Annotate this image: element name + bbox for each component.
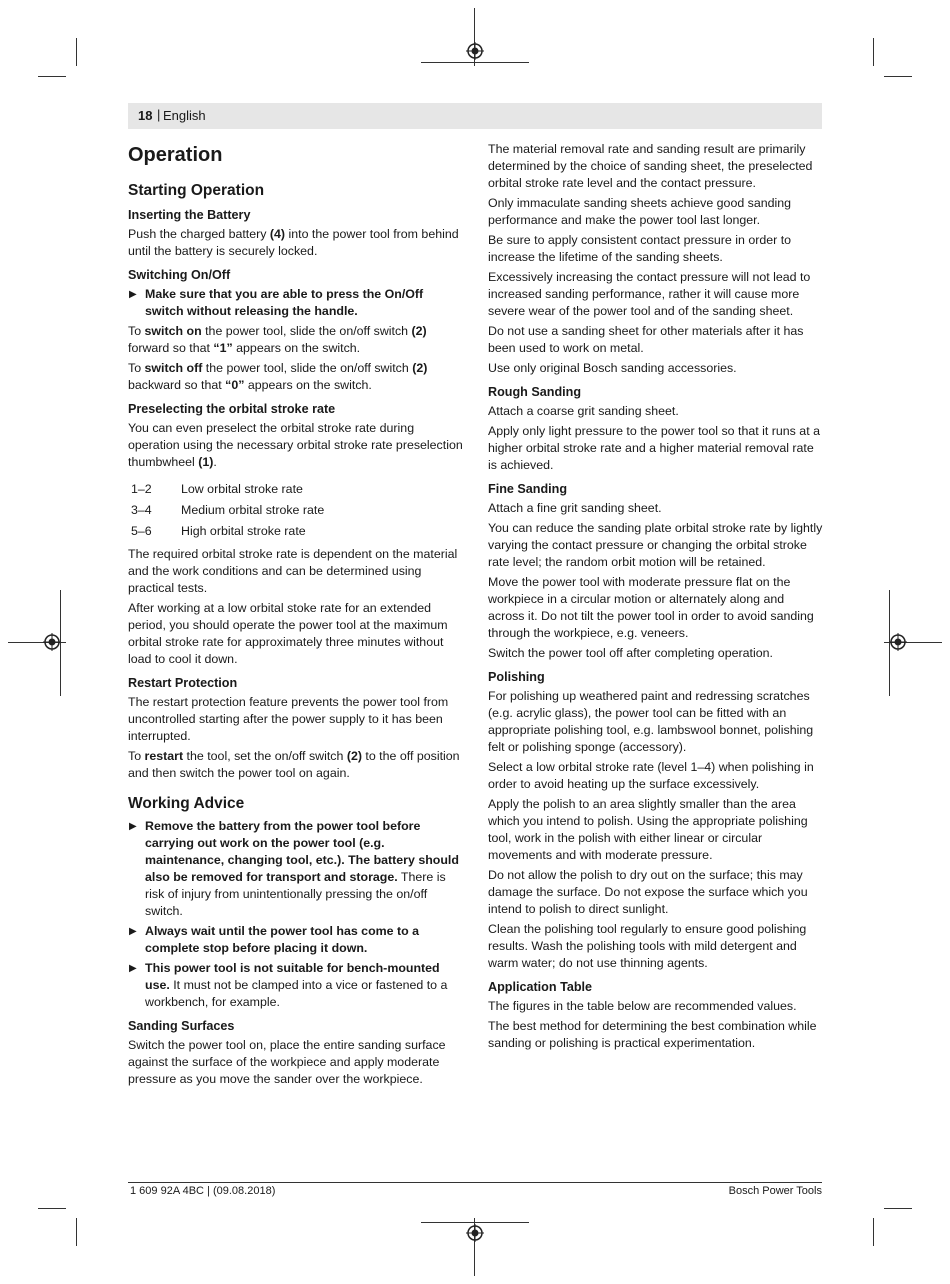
crop-mark [884,1208,912,1209]
warning-bullet: ▶ Remove the battery from the power tool before carrying out work on the power tool (e.g. maintenance, changing tool, etc.). The battery should also be removed for transport and storage. There is risk of injury from unintentionally pressing the on/off switch. [129,819,459,918]
paragraph: You can even preselect the orbital stroke rate during operation using the necessary orbital stroke rate preselection thumbwheel (1). [128,421,463,469]
crop-mark [873,38,874,66]
section-heading-working: Working Advice [128,795,245,812]
paragraph: Excessively increasing the contact pressure will not lead to increased sanding performance, rather it will cause more severe wear of the power tool and of the sanding sheet. [488,270,811,318]
section-intro [488,141,824,377]
section-polishing [488,669,824,972]
rate-label: Medium orbital stroke rate [181,503,325,517]
registration-target-icon [466,1224,484,1242]
registration-line [421,1222,529,1223]
paragraph: Move the power tool with moderate pressure flat on the workpiece in a circular motion or alternately along and across it. Do not tilt the power tool in order to avoid sanding through the workpiece, e.g. veneers. [488,575,814,640]
section-sanding-surfaces [128,1018,464,1088]
triangle-bullet-icon: ▶ [129,926,137,937]
crop-mark [873,1218,874,1246]
registration-target-icon [889,633,907,651]
paragraph: Apply the polish to an area slightly smaller than the area which you intend to polish. Using the appropriate polishing tool, work in the polish with either linear or circular movements and with moderate pressure. [488,797,808,862]
paragraph: Use only original Bosch sanding accessories. [488,361,737,375]
table-row [128,481,324,502]
table-row [128,502,324,523]
paragraph: The required orbital stroke rate is dependent on the material and the work conditions and can be determined using practical tests. [128,547,458,595]
paragraph: Do not allow the polish to dry out on the surface; this may damage the surface. Do not expose the surface which you intend to polish to direct sunlight. [488,868,808,916]
page-header [128,103,822,129]
warning-bullet: ▶ Make sure that you are able to press the On/Off switch without releasing the handle. [129,287,424,318]
paragraph: Attach a fine grit sanding sheet. [488,501,662,515]
crop-mark [38,76,66,77]
section-preselect [128,401,464,668]
section-heading-starting: Starting Operation [128,182,265,199]
crop-mark [38,1208,66,1209]
footer-brand: Bosch Power Tools [728,1185,822,1197]
paragraph: Do not use a sanding sheet for other materials after it has been used to work on metal. [488,324,804,355]
rate-range: 1–2 [131,482,152,496]
crop-mark [884,76,912,77]
paragraph: Switch the power tool on, place the entire sanding surface against the surface of the workpiece and apply moderate pressure as you move the sander over the workpiece. [128,1038,446,1086]
paragraph: After working at a low orbital stoke rate for an extended period, you should operate the power tool at the maximum orbital stroke rate for approximately three minutes without load to cool it down. [128,601,448,666]
rate-range: 5–6 [131,524,152,538]
rate-range: 3–4 [131,503,152,517]
left-column [128,141,464,1095]
section-restart [128,675,464,782]
registration-line [421,62,529,63]
footer-document-id: 1 609 92A 4BC | (09.08.2018) [130,1185,276,1197]
triangle-bullet-icon: ▶ [129,963,137,974]
paragraph: To restart the tool, set the on/off switch (2) to the off position and then switch the power tool on again. [128,749,460,780]
page-number: 18 [138,108,153,123]
registration-target-icon [466,42,484,60]
subheading-switching: Switching On/Off [128,268,231,282]
paragraph: The figures in the table below are recommended values. [488,999,797,1013]
table-row [128,523,324,544]
section-application-table [488,979,824,1052]
paragraph: Clean the polishing tool regularly to ensure good polishing results. Wash the polishing tools with mild detergent and warm water; do not use thinning agents. [488,922,807,970]
subheading-rough-sanding: Rough Sanding [488,385,582,399]
page-title: Operation [128,144,223,166]
paragraph-switch-off: To switch off the power tool, slide the on/off switch (2) backward so that “0” appears on the switch. [128,361,428,392]
paragraph: Select a low orbital stroke rate (level 1–4) when polishing in order to avoid heating up the surface excessively. [488,760,814,791]
paragraph: The best method for determining the best combination while sanding or polishing is practical experimentation. [488,1019,817,1050]
crop-mark [76,1218,77,1246]
rate-label: Low orbital stroke rate [181,482,303,496]
paragraph: Only immaculate sanding sheets achieve good sanding performance and make the power tool last longer. [488,196,792,227]
subheading-application-table: Application Table [488,980,593,994]
rate-label: High orbital stroke rate [181,524,306,538]
paragraph: Switch the power tool off after completing operation. [488,646,773,660]
paragraph: You can reduce the sanding plate orbital stroke rate by lightly varying the contact pressure or changing the orbital stroke rate level; the random orbit motion will be retained. [488,521,823,569]
subheading-sanding-surfaces: Sanding Surfaces [128,1019,235,1033]
subheading-fine-sanding: Fine Sanding [488,482,568,496]
right-column [488,141,824,1059]
paragraph: Attach a coarse grit sanding sheet. [488,404,679,418]
triangle-bullet-icon: ▶ [129,289,137,300]
header-separator: | [157,107,161,122]
subheading-restart: Restart Protection [128,676,238,690]
section-rough-sanding [488,384,824,474]
section-fine-sanding [488,481,824,662]
section-switching [128,267,464,394]
paragraph: Push the charged battery (4) into the power tool from behind until the battery is securely locked. [128,227,459,258]
subheading-polishing: Polishing [488,670,545,684]
warning-bullet: ▶ This power tool is not suitable for bench-mounted use. It must not be clamped into a vice or fastened to a workbench, for example. [129,961,448,1009]
paragraph-switch-on: To switch on the power tool, slide the on/off switch (2) forward so that “1” appears on the switch. [128,324,427,355]
paragraph: Be sure to apply consistent contact pressure in order to increase the lifetime of the sanding sheets. [488,233,792,264]
section-working-advice [128,794,464,1011]
rate-table [128,481,324,544]
warning-bullet: ▶ Always wait until the power tool has come to a complete stop before placing it down. [129,924,420,955]
paragraph: For polishing up weathered paint and redressing scratches (e.g. acrylic glass), the power tool can be fitted with an appropriate polishing tool, e.g. lambswool bonnet, polishing felt or polishing sponge (accessory). [488,689,814,754]
paragraph: The material removal rate and sanding result are primarily determined by the choice of sanding sheet, the preselected orbital stroke rate level and the contact pressure. [488,142,813,190]
header-language: English [163,108,206,123]
crop-mark [76,38,77,66]
paragraph: The restart protection feature prevents the power tool from uncontrolled starting after the power supply to it has been interrupted. [128,695,449,743]
registration-target-icon [43,633,61,651]
section-inserting-battery [128,207,464,260]
footer-rule [128,1182,822,1183]
paragraph: Apply only light pressure to the power tool so that it runs at a higher orbital stroke rate and a higher material removal rate is achieved. [488,424,820,472]
triangle-bullet-icon: ▶ [129,821,137,832]
subheading-preselect: Preselecting the orbital stroke rate [128,402,336,416]
subheading-inserting-battery: Inserting the Battery [128,208,251,222]
